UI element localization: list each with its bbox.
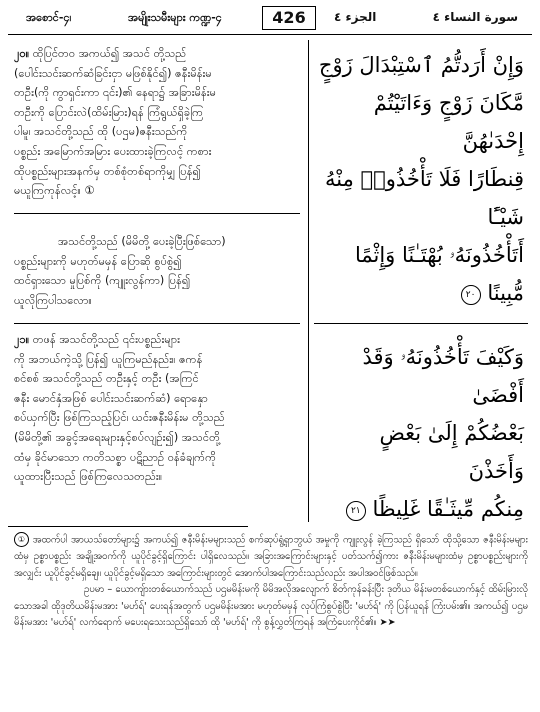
footnote-marker: ①: [14, 532, 29, 547]
verse-20-question: အသင်တို့သည် (မိမိတို့ ပေးခဲ့ပြီးဖြစ်သော) ပစ္စည်းများကို မဟုတ်မမှန် ပြောဆို စွပ်စွဲ၍ ထင်ရှားသော မှုပြစ်ကို (ကျူးလွန်ကာ) ပြန်၍ ယူလိုကြပါသလော။: [14, 235, 226, 307]
verse-separator-left: [14, 323, 300, 324]
paragraph-separator: [14, 213, 300, 214]
surah-label: سورة النساء ٤: [432, 10, 518, 24]
verse-21-text: ၂၁။ တဖန် အသင်တို့သည် ၎င်းပစ္စည်းများ ကို အဘယ်ကဲ့သို့ ပြန်၍ ယူကြမည်နည်း။ ဇကန် စင်စစ် အသင်တို့သည် တဦးနှင့် တဦး (အကြင် ဇနီး မောင်နှံအဖြစ် ပေါင်းသင်းဆက်ဆံ) ရောနှော စပ်ယှက်ပြီး ဖြစ်ကြသည့်ပြင်၊ ယင်းဇနီးမိန်းမ တို့သည် (မိမိတို့၏ အခွင့်အရေးများနှင့်စပ်လျဉ်း၍) အသင်တို့ ထံမှ ခိုင်မာသော ကတိသစ္စာ ပဋိညာဉ် ဝန်ခံချက်ကို ယူထားပြီးသည် ဖြစ်ကြလေသတည်း။: [14, 333, 225, 484]
verse-20-translation: [14, 44, 300, 201]
verse-number: ၂၀။: [14, 47, 30, 60]
continue-arrows: ➤➤: [379, 617, 396, 629]
verse-number: ၂၁။: [14, 333, 30, 346]
footnote: ① အထက်ပါ အာယသ်တော်များ၌ အကယ်၍ ဇနီးမိန်းမများသည် စက်ဆုပ်ရွံ့ရှာဘွယ် အမှုကို ကျူးလွန် ခဲ့ကြသည် ရှိသော် ထိုသို့သော ဇနီးမိန်းမများထံမှ ဥစ္စာပစ္စည်း အချို့အဝက်ကို ယူပိုင်ခွင့်ရှိကြောင်း ပါရှိလေသည်။ အခြားအကြောင်းများနှင့် ပတ်သက်၍ကား ဇနီးမိန်းမများထံမှ ဥစ္စာပစ္စည်းများကို အလျှင်း ယူပိုင်ခွင့်မရှိချေ။ ယူပိုင်ခွင့်မရှိသော အကြောင်းများတွင် အောက်ပါအကြောင်းသည်လည်း အပါအဝင်ဖြစ်သည်။ ဥပမာ – ယောကျ်ားတစ်ယောက်သည် ပဌမမိန်းမကို မိမိအလိုအလျောက် စိတ်ကုန်ခန်းပြီး ဒုတိယ မိန်းမတစ်ယောက်နှင့် ထိမ်းမြားလိုသောအခါ ထိုဒုတိယမိန်းမအား 'မဟ်ရ်' ပေးရန်အတွက် ပဌမမိန်းမအား မဟုတ်မမှန် လုပ်ကြံစွပ်စွဲပြီး 'မဟ်ရ်' ကို ပြန်ယူရန် ကြံးပမ်း၏။ အကယ်၍ ပဌမမိန်းမအား 'မဟ်ရ်' လက်ရောက် မပေးရသေးသည်ရှိသော် ထို 'မဟ်ရ်' ကို စွန့်လွှတ်ကြရန် အကြံပေးကိုင်၏။ ➤➤: [14, 532, 528, 632]
verse-separator-right: [314, 323, 528, 324]
verse-20-arabic: وَإِنْ أَرَدتُّمُ ٱسْتِبْدَالَ زَوْجٍ مَّكَانَ زَوْجٍ وَءَاتَيْتُمْ إِحْدَىٰهُنَّ قِنطَارًا فَلَا تَأْخُذُوا۟ مِنْهُ شَيْـًٔا أَتَأْخُذُونَهُۥ بُهْتَـٰنًا وَإِثْمًا مُّبِينًا ٢٠: [318, 53, 524, 305]
book-title: အမျိုးသမီးများ ကဏ္ဍ-၄: [128, 11, 222, 24]
page-header: [8, 6, 532, 32]
header-rule: [8, 34, 532, 35]
ayah-number-marker: ٢١: [346, 501, 366, 521]
verse-21-arabic: وَكَيْفَ تَأْخُذُونَهُۥ وَقَدْ أَفْضَىٰ بَعْضُكُمْ إِلَىٰ بَعْضٍ وَأَخَذْنَ مِنكُم مِّيثَـٰقًا غَلِيظًا ٢١: [318, 338, 524, 528]
verse-21-translation: [14, 330, 300, 487]
ayah-number-marker: ٢٠: [461, 285, 481, 305]
footnote-rule: [8, 526, 248, 527]
verse-20-text: ၂၀။ ထိုပြင်တဝ အကယ်၍ အသင် တို့သည် (ပေါင်းသင်းဆက်ဆံခြင်းငှာ မဖြစ်နိုင်၍) ဇနီးမိန်းမ တဦး(ကို ကွာရှင်းကာ ၎င်း)၏ နေရာ၌ အခြားမိန်းမ တဦးကို ပြောင်းလဲ(ထိမ်းမြား)ရန် ကြံရွယ်ရှိခဲ့ကြ ပါမူ၊ အသင်တို့သည် ထို (ပဌမ)ဇနီးသည်ကို ပစ္စည်း အမြောက်အမြား ပေးထားခဲ့ကြလင့် ကစား ထိုပစ္စည်းများအနက်မှ တစ်စုံတစ်ရာကိုမျှ ပြန်၍ မယူကြကုန်လင့်။ ①: [14, 47, 217, 198]
volume-label: အစောင်-၄၊: [26, 11, 72, 24]
page-number: 426: [262, 6, 316, 30]
juz-label: الجزء ٤: [334, 10, 377, 24]
column-divider: [308, 40, 309, 522]
